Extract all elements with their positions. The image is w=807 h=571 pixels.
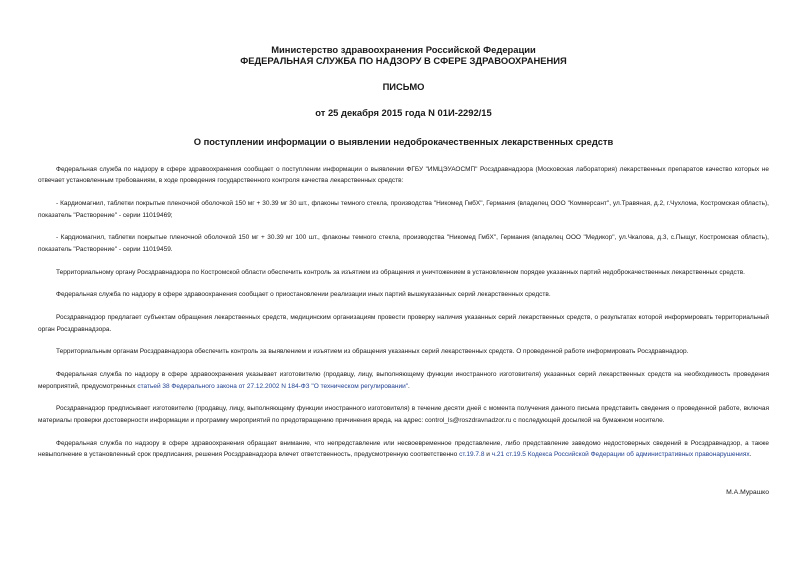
code-article-19-5-link[interactable]: ч.21 ст.19.5 Кодекса Российской Федерации об административных правонарушениях [491,451,750,459]
paragraph-text: и [484,451,492,459]
paragraph-liability [38,438,769,461]
document-header [38,44,769,147]
code-article-19-7-8-link[interactable]: ст.19.7.8 [459,451,485,459]
paragraph-text: Федеральная служба по надзору в сфере здравоохранения обращает внимание, что непредставление или несвоевременное представление, либо представление заведомо недостоверных сведений в Росздравнадзор, а также невыполнение в установленный срок предписания, решения Росздравнадзора влечет ответственность, предусмотренную соответственно [38,439,769,459]
paragraph-report-deadline: Росздравнадзор предписывает изготовителю (продавцу, лицу, выполняющему функции иностранного изготовителя) в течение десяти дней с момента получения данного письма представить сведения о проведенной работе, включая материалы проверки достоверности информации и программу мероприятий по предотвращению причинения вреда, на адрес: control_ls@roszdravnadzor.ru с последующей досылкой на бумажном носителе. [38,405,769,424]
ministry-name: Министерство здравоохранения Российской Федерации [271,44,536,55]
paragraph-manufacturer-measures [38,369,769,392]
paragraph-text: . [408,382,410,390]
paragraph-suspension: Федеральная служба по надзору в сфере здравоохранения сообщает о приостановлении реализации иных партий вышеуказанных серий лекарственных средств. [56,291,551,299]
paragraph-territorial-control: Территориальным органам Росздравнадзора обеспечить контроль за выявлением и изъятием из обращения указанных серий лекарственных средств. О проведенной работе информировать Росздравнадзор. [56,348,689,356]
document-date-number: от 25 декабря 2015 года N 01И-2292/15 [315,107,492,118]
law-article-38-link[interactable]: статьей 38 Федерального закона от 27.12.2002 N 184-ФЗ "О техническом регулировании" [137,382,409,390]
paragraph-check-request: Росздравнадзор предлагает субъектам обращения лекарственных средств, медицинским организациям провести проверку наличия указанных серий лекарственных средств, о результатах которой информировать территориальный орган Росздравнадзора. [38,314,769,333]
paragraph-batch-2: - Кардиомагнил, таблетки покрытые пленочной оболочкой 150 мг + 30.39 мг 100 шт., флаконы темного стекла, производства "Никомед ГмбХ", Германия (владелец ООО "Медикор", ул.Чкалова, д.3, с.Пыщуг, Костромская область), показатель "Растворение" - серии 11019459. [38,234,769,253]
document-body [38,164,769,460]
paragraph-intro: Федеральная служба по надзору в сфере здравоохранения сообщает о поступлении информации о выявлении ФГБУ "ИМЦЭУАОСМП" Росздравнадзора (Московская лаборатория) лекарственных препаратов качество которых не отвечает установленным требованиям, в ходе проведения государственного контроля качества лекарственных средств: [38,166,769,185]
paragraph-text: Федеральная служба по надзору в сфере здравоохранения указывает изготовителю (продавцу, лицу, выполняющему функции иностранного изготовителя) указанных серий лекарственных средств на необходимость проведения мероприятий, предусмотренных [38,371,769,390]
paragraph-batch-1: - Кардиомагнил, таблетки покрытые пленочной оболочкой 150 мг + 30.39 мг 30 шт., флаконы темного стекла, производства "Никомед ГмбХ", Германия (владелец ООО "Коммерсант", ул.Травяная, д.2, г.Чухлома, Костромская область), показатель "Растворение" - серии 11019469; [38,200,769,219]
document-type: ПИСЬМО [382,81,425,92]
service-name: ФЕДЕРАЛЬНАЯ СЛУЖБА ПО НАДЗОРУ В СФЕРЕ ЗДРАВООХРАНЕНИЯ [240,55,567,66]
paragraph-text: . [749,451,752,459]
paragraph-kostroma-control: Территориальному органу Росздравнадзора по Костромской области обеспечить контроль за изъятием из обращения и уничтожением в установленном порядке указанных партий недоброкачественных лекарственных средств. [56,268,745,276]
document-page [38,44,769,498]
document-subject: О поступлении информации о выявлении недоброкачественных лекарственных средств [193,136,614,147]
signature: М.А.Мурашко [726,489,769,497]
